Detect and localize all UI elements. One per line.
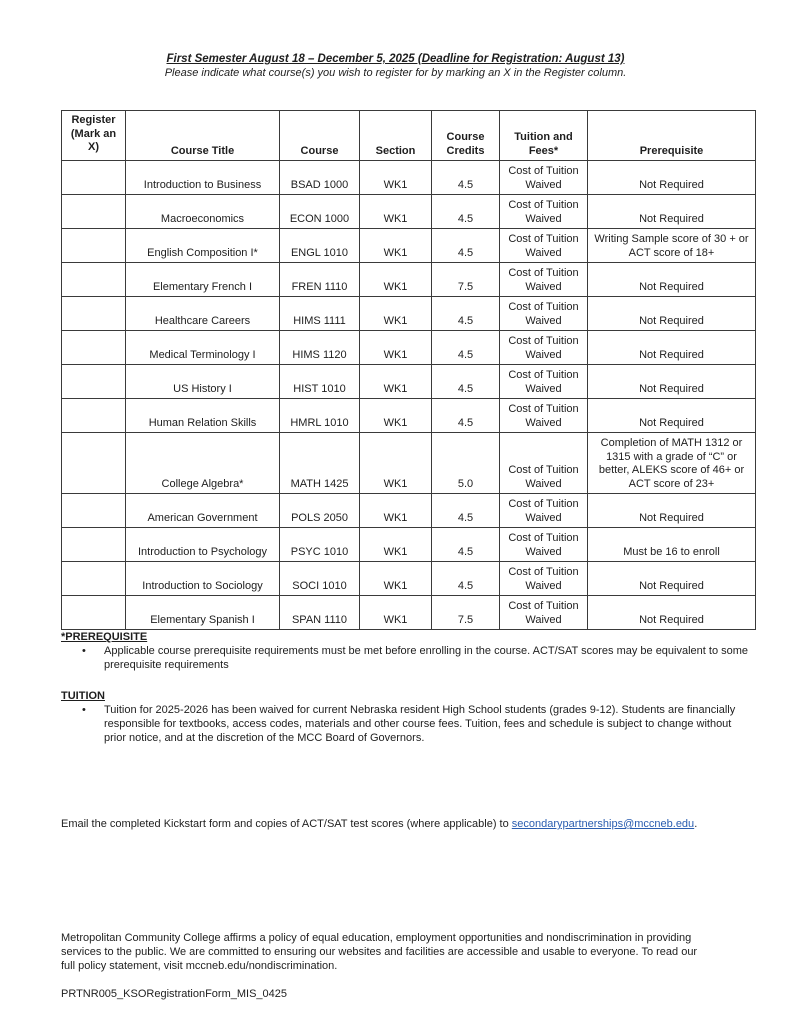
tuition-note-title: TUITION xyxy=(61,690,105,702)
table-row xyxy=(62,562,756,596)
header-section: Section xyxy=(360,111,432,161)
course-prerequisite: Must be 16 to enroll xyxy=(588,528,756,562)
prerequisite-note-title: *PREREQUISITE xyxy=(61,631,148,643)
course-title: Elementary Spanish I xyxy=(126,596,280,630)
course-credits: 5.0 xyxy=(432,433,500,494)
course-section: WK1 xyxy=(360,596,432,630)
tuition-fees: Cost of Tuition Waived xyxy=(500,331,588,365)
header-course: Course xyxy=(280,111,360,161)
register-checkbox-cell[interactable] xyxy=(62,229,126,263)
course-credits: 4.5 xyxy=(432,161,500,195)
tuition-fees: Cost of Tuition Waived xyxy=(500,365,588,399)
prerequisite-note-item xyxy=(61,644,751,672)
course-credits: 7.5 xyxy=(432,263,500,297)
register-checkbox-cell[interactable] xyxy=(62,331,126,365)
course-credits: 4.5 xyxy=(432,494,500,528)
table-row xyxy=(62,433,756,494)
course-code: FREN 1110 xyxy=(280,263,360,297)
tuition-note-item xyxy=(61,703,751,745)
course-credits: 4.5 xyxy=(432,528,500,562)
course-title: College Algebra* xyxy=(126,433,280,494)
course-code: HIST 1010 xyxy=(280,365,360,399)
course-code: HIMS 1111 xyxy=(280,297,360,331)
tuition-note-text: Tuition for 2025-2026 has been waived for current Nebraska resident High School students (grades 9-12). Students are financially responsible for textbooks, access codes, materials and other course fees. Tuition, fees and schedule is subject to change without prior notice, and at the discretion of the MCC Board of Governors. xyxy=(104,704,736,744)
course-code: BSAD 1000 xyxy=(280,161,360,195)
header-tuition: Tuition and Fees* xyxy=(500,111,588,161)
course-title: Healthcare Careers xyxy=(126,297,280,331)
table-row xyxy=(62,229,756,263)
register-checkbox-cell[interactable] xyxy=(62,161,126,195)
course-prerequisite: Not Required xyxy=(588,399,756,433)
register-checkbox-cell[interactable] xyxy=(62,297,126,331)
course-title: Introduction to Psychology xyxy=(126,528,280,562)
header-prerequisite: Prerequisite xyxy=(588,111,756,161)
course-section: WK1 xyxy=(360,365,432,399)
table-row xyxy=(62,596,756,630)
course-credits: 4.5 xyxy=(432,562,500,596)
course-code: MATH 1425 xyxy=(280,433,360,494)
course-title: English Composition I* xyxy=(126,229,280,263)
course-title: American Government xyxy=(126,494,280,528)
tuition-fees: Cost of Tuition Waived xyxy=(500,263,588,297)
course-code: SOCI 1010 xyxy=(280,562,360,596)
course-code: PSYC 1010 xyxy=(280,528,360,562)
course-section: WK1 xyxy=(360,433,432,494)
course-code: HIMS 1120 xyxy=(280,331,360,365)
course-section: WK1 xyxy=(360,562,432,596)
course-prerequisite: Not Required xyxy=(588,263,756,297)
register-checkbox-cell[interactable] xyxy=(62,263,126,297)
table-row xyxy=(62,494,756,528)
tuition-fees: Cost of Tuition Waived xyxy=(500,229,588,263)
course-prerequisite: Not Required xyxy=(588,562,756,596)
table-row xyxy=(62,263,756,297)
course-prerequisite: Not Required xyxy=(588,195,756,229)
course-prerequisite: Not Required xyxy=(588,596,756,630)
course-section: WK1 xyxy=(360,195,432,229)
tuition-fees: Cost of Tuition Waived xyxy=(500,433,588,494)
course-credits: 7.5 xyxy=(432,596,500,630)
course-credits: 4.5 xyxy=(432,331,500,365)
form-id: PRTNR005_KSORegistrationForm_MIS_0425 xyxy=(61,988,288,1000)
prerequisite-note xyxy=(61,630,751,672)
tuition-fees: Cost of Tuition Waived xyxy=(500,562,588,596)
table-row xyxy=(62,365,756,399)
bullet-icon: • xyxy=(82,645,86,657)
instructions: Please indicate what course(s) you wish to register for by marking an X in the Register column. xyxy=(164,67,627,79)
course-code: HMRL 1010 xyxy=(280,399,360,433)
course-credits: 4.5 xyxy=(432,229,500,263)
course-title: Medical Terminology I xyxy=(126,331,280,365)
email-instruction xyxy=(61,817,751,831)
course-prerequisite: Not Required xyxy=(588,494,756,528)
header-register: Register (Mark an X) xyxy=(62,111,126,161)
course-section: WK1 xyxy=(360,494,432,528)
table-row xyxy=(62,528,756,562)
table-header-row xyxy=(62,111,756,161)
course-code: ECON 1000 xyxy=(280,195,360,229)
tuition-fees: Cost of Tuition Waived xyxy=(500,528,588,562)
prerequisite-note-text: Applicable course prerequisite requirements must be met before enrolling in the course. ACT/SAT scores may be equivalent to some prerequisite requirements xyxy=(104,645,749,671)
course-code: SPAN 1110 xyxy=(280,596,360,630)
table-row xyxy=(62,399,756,433)
course-credits: 4.5 xyxy=(432,399,500,433)
semester-title: First Semester August 18 – December 5, 2025 (Deadline for Registration: August 13) xyxy=(166,53,625,65)
tuition-fees: Cost of Tuition Waived xyxy=(500,494,588,528)
course-prerequisite: Not Required xyxy=(588,365,756,399)
tuition-note xyxy=(61,689,751,745)
course-credits: 4.5 xyxy=(432,195,500,229)
course-prerequisite: Completion of MATH 1312 or 1315 with a grade of “C” or better, ALEKS score of 46+ or ACT score of 23+ xyxy=(588,433,756,494)
email-link[interactable]: secondarypartnerships@mccneb.edu xyxy=(511,818,695,830)
table-row xyxy=(62,195,756,229)
course-section: WK1 xyxy=(360,297,432,331)
course-title: Introduction to Sociology xyxy=(126,562,280,596)
email-text: Email the completed Kickstart form and copies of ACT/SAT test scores (where applicable) to xyxy=(61,818,512,830)
register-checkbox-cell[interactable] xyxy=(62,433,126,494)
tuition-fees: Cost of Tuition Waived xyxy=(500,399,588,433)
course-code: ENGL 1010 xyxy=(280,229,360,263)
course-prerequisite: Not Required xyxy=(588,331,756,365)
register-checkbox-cell[interactable] xyxy=(62,195,126,229)
table-row xyxy=(62,331,756,365)
tuition-fees: Cost of Tuition Waived xyxy=(500,596,588,630)
tuition-fees: Cost of Tuition Waived xyxy=(500,297,588,331)
register-checkbox-cell[interactable] xyxy=(62,596,126,630)
register-checkbox-cell[interactable] xyxy=(62,562,126,596)
course-code: POLS 2050 xyxy=(280,494,360,528)
course-prerequisite: Writing Sample score of 30 + or ACT score of 18+ xyxy=(588,229,756,263)
course-title: Human Relation Skills xyxy=(126,399,280,433)
header-credits: Course Credits xyxy=(432,111,500,161)
course-section: WK1 xyxy=(360,331,432,365)
table-row xyxy=(62,161,756,195)
bullet-icon: • xyxy=(82,704,86,716)
course-title: US History I xyxy=(126,365,280,399)
course-credits: 4.5 xyxy=(432,297,500,331)
course-title: Elementary French I xyxy=(126,263,280,297)
tuition-fees: Cost of Tuition Waived xyxy=(500,195,588,229)
course-title: Introduction to Business xyxy=(126,161,280,195)
header-course-title: Course Title xyxy=(126,111,280,161)
register-checkbox-cell[interactable] xyxy=(62,399,126,433)
tuition-fees: Cost of Tuition Waived xyxy=(500,161,588,195)
course-credits: 4.5 xyxy=(432,365,500,399)
course-prerequisite: Not Required xyxy=(588,297,756,331)
course-section: WK1 xyxy=(360,263,432,297)
nondiscrimination-policy: Metropolitan Community College affirms a policy of equal education, employment opportunities and nondiscrimination in providing services to the public. We are committed to ensuring our websites and facilities are accessible and usable to everyone. To read our full policy statement, visit mccneb.edu/nondiscrimination. xyxy=(61,932,698,972)
course-table xyxy=(61,110,756,630)
course-section: WK1 xyxy=(360,528,432,562)
course-prerequisite: Not Required xyxy=(588,161,756,195)
course-title: Macroeconomics xyxy=(126,195,280,229)
course-section: WK1 xyxy=(360,161,432,195)
register-checkbox-cell[interactable] xyxy=(62,528,126,562)
register-checkbox-cell[interactable] xyxy=(62,365,126,399)
email-period: . xyxy=(694,818,698,830)
register-checkbox-cell[interactable] xyxy=(62,494,126,528)
table-row xyxy=(62,297,756,331)
course-section: WK1 xyxy=(360,229,432,263)
course-section: WK1 xyxy=(360,399,432,433)
